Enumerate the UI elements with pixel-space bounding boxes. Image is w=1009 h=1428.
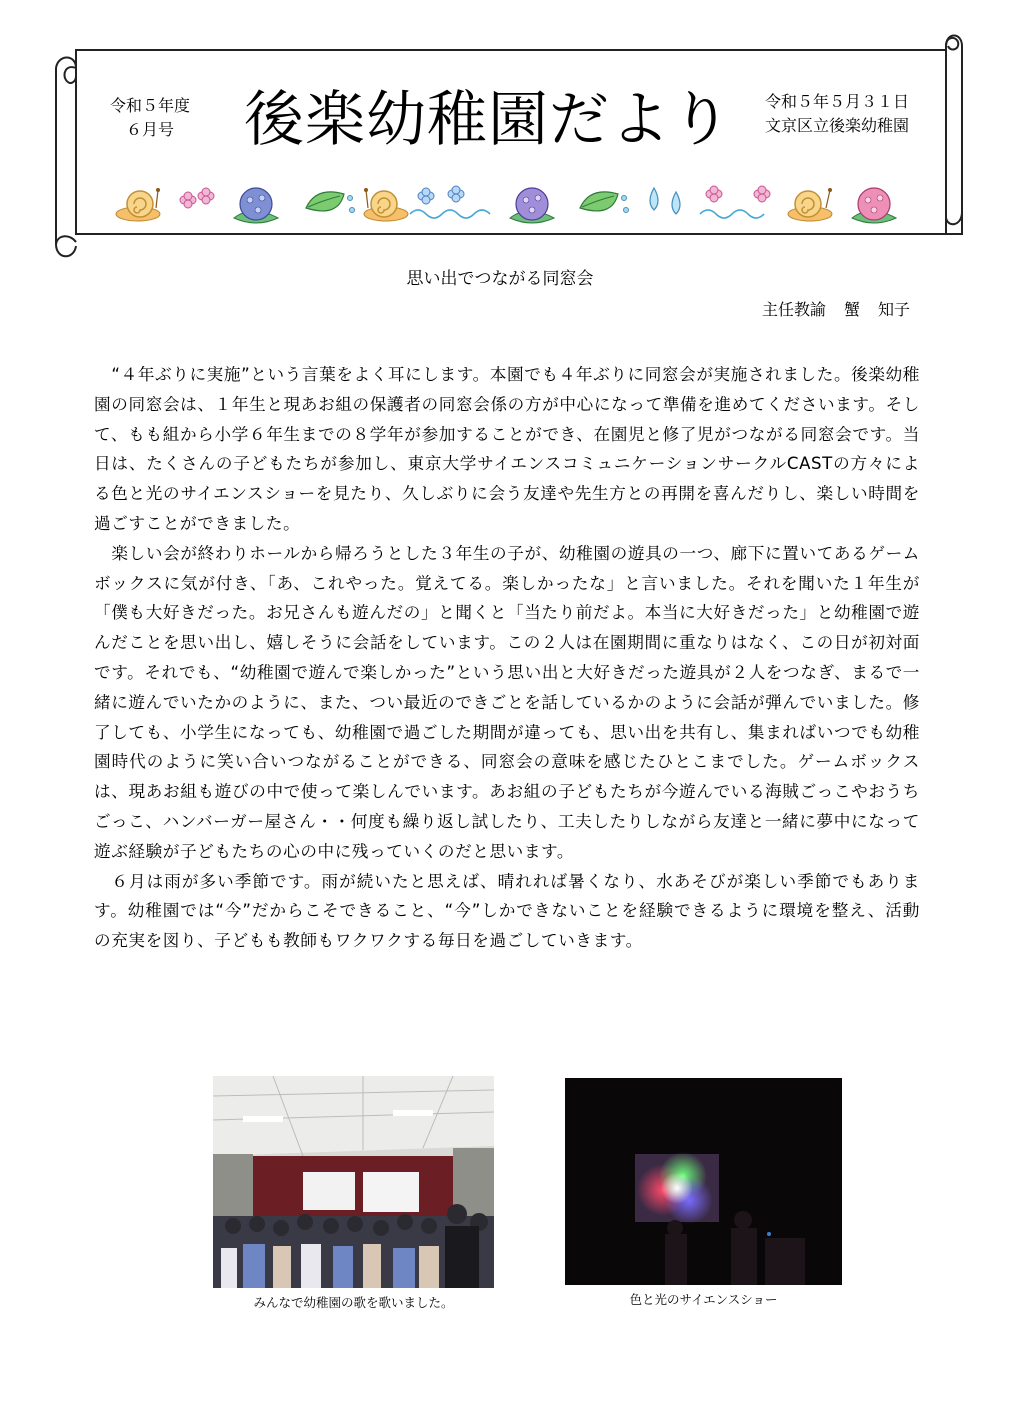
author-given-name: 知子 [877,300,910,319]
hydrangea-icon [510,188,554,223]
article-paragraph: 楽しい会が終わりホールから帰ろうとした３年生の子が、幼稚園の遊具の一つ、廊下に置いてあるゲームボックスに気が付き、「あ、これやった。覚えてる。楽しかったな」と言いました。それを聞いた１年生が「僕も大好きだった。お兄さんも遊んだの」と聞くと「当たり前だよ。本当に大好きだった」と幼稚園で遊んだことを思い出し、嬉しそうに会話をしています。この２人は在園期間に重なりはなく、この日が初対面です。それでも、“幼稚園で遊んで楽しかった”という思い出と大好きだった遊具が２人をつなぎ、まるで一緒に遊んでいたかのように、また、つい最近のできごとを話しているかのように会話が弾んでいました。修了しても、小学生になっても、幼稚園で過ごした期間が違っても、思い出を共有し、集まればいつでも幼稚園時代のように笑い合いつながることができる、同窓会の意味を感じたひとこまでした。ゲームボックスは、現あお組も遊びの中で使って楽しんでいます。あお組の子どもたちが今遊んでいる海賊ごっこやおうちごっこ、ハンバーガー屋さん・・何度も繰り返し試したり、工夫したりしながら友達と一緒に夢中になって遊ぶ経験が子どもたちの心の中に残っていくのだと思います。 [94,543,920,861]
photo-science-show [565,1078,842,1285]
wave-icon [700,210,764,218]
flower-icon [706,186,770,202]
issue-label [100,94,200,142]
snail-icon [364,188,408,221]
snail-icon [116,188,160,221]
flower-icon [418,186,464,204]
article-body [94,360,920,956]
hydrangea-icon [852,188,896,223]
issue-month: ６月号 [125,120,174,139]
article-title: 思い出でつながる同窓会 [406,269,594,289]
leaf-icon [580,192,629,213]
hydrangea-icon [234,188,278,223]
author-family-name: 蟹 [843,300,860,319]
wave-icon [410,210,490,218]
photo-caption: 色と光のサイエンスショー [629,1292,778,1307]
author-line [600,298,910,322]
leaf-icon [306,192,355,213]
decoration-strip [110,180,910,226]
issue-year: 令和５年度 [109,96,190,115]
photo-song-hall [213,1076,494,1288]
snail-icon [788,188,832,221]
school-name: 文京区立後楽幼稚園 [765,116,910,135]
article-paragraph: ６月は雨が多い季節です。雨が続いたと思えば、晴れれば暑くなり、水あそびが楽しい季節でもあります。幼稚園では“今”だからこそできること、“今”しかできないことを経験できるように環境を整え、活動の充実を図り、子どもも教師もワクワクする毎日を過ごしていきます。 [94,871,920,951]
newsletter-title: 後楽幼稚園だより [244,85,732,155]
photo-caption: みんなで幼稚園の歌を歌いました。 [253,1295,454,1310]
publish-info [765,90,945,138]
flower-icon [180,188,214,208]
publish-date: 令和５年５月３１日 [765,92,910,111]
article-paragraph: “４年ぶりに実施”という言葉をよく耳にします。本園でも４年ぶりに同窓会が実施されました。後楽幼稚園の同窓会は、１年生と現あお組の保護者の同窓会係の方が中心になって準備を進めてくださいます。そして、もも組から小学６年生までの８学年が参加することができ、在園児と修了児がつながる同窓会です。当日は、たくさんの子どもたちが参加し、東京大学サイエンスコミュニケーションサークルCASTの方々による色と光のサイエンスショーを見たり、久しぶりに会う友達や先生方との再開を喜んだりし、楽しい時間を過ごすことができました。 [94,365,920,533]
raindrop-icon [650,188,680,214]
author-role: 主任教諭 [761,300,826,319]
